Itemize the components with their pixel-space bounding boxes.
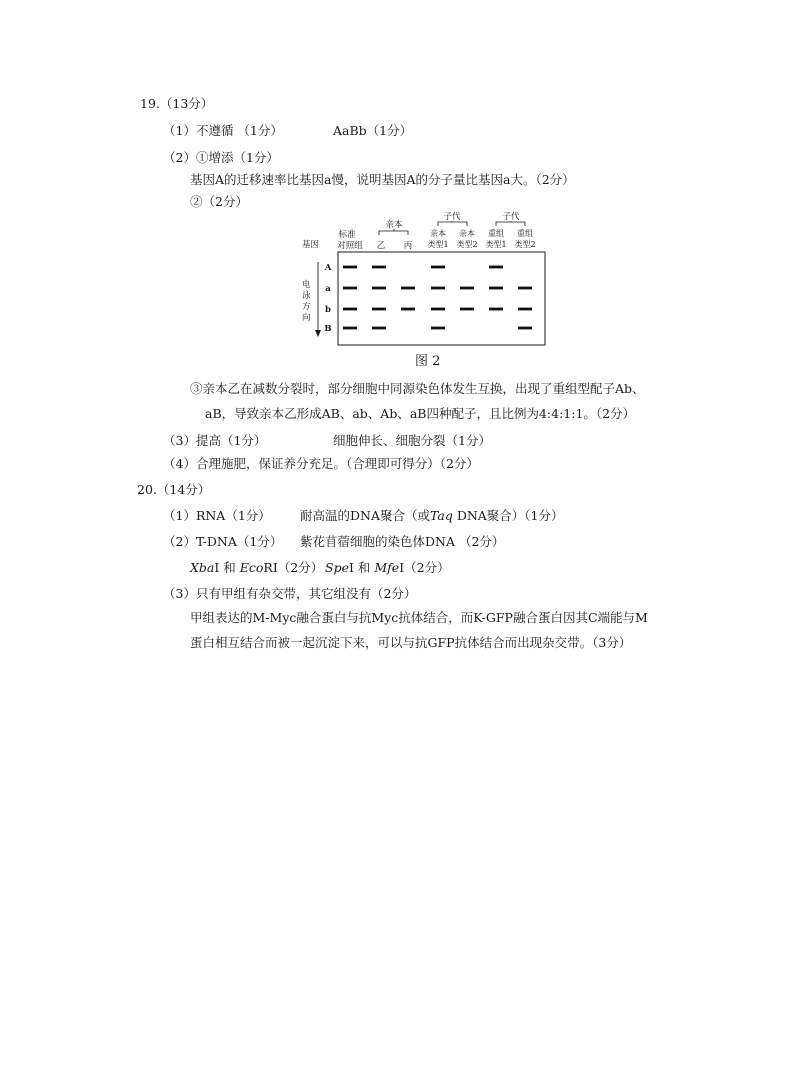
gel-band [489, 308, 503, 311]
gel-band [518, 308, 532, 311]
figure-caption: 图 2 [415, 354, 441, 369]
q19-part3-answer: （3）提高（1分） [163, 433, 267, 448]
q19-part2-sub3-line1: ③亲本乙在减数分裂时，部分细胞中同源染色体发生互换，出现了重组型配子Ab、 [190, 381, 645, 396]
gel-band [343, 308, 357, 311]
q20-part2-answer: （2）T-DNA（1分） [163, 534, 283, 549]
gel-band [431, 266, 445, 269]
offspring-bracket [496, 221, 525, 226]
std-label-top: 标准 [338, 230, 356, 240]
q20-heading: 20.（14分） [137, 482, 211, 497]
enzyme-pair1-and: I 和 [214, 560, 240, 575]
q20-part1-detail-pre: 耐高温的DNA聚合（或 [300, 508, 430, 523]
q20-part1-detail [300, 508, 564, 524]
direction-label-char: 电 [302, 280, 311, 290]
offspring-lane-type: 重组 [488, 229, 504, 238]
parent-lane-label: 乙 [376, 241, 386, 251]
gel-band [372, 287, 386, 290]
gel-band [343, 287, 357, 290]
enzyme-pair1-score: RI（2分） [263, 560, 324, 575]
gel-band [431, 287, 445, 290]
q19-part4-answer: （4）合理施肥，保证养分充足。（合理即可得分）（2分） [163, 456, 479, 471]
std-label-bottom: 对照组 [337, 241, 363, 251]
offspring-lane-number: 类型1 [427, 240, 449, 249]
q19-part2-sub2: ②（2分） [190, 194, 248, 209]
q19-part1-answer: （1）不遵循 （1分） [163, 123, 283, 138]
gel-band [343, 266, 357, 269]
enzyme-eco: Eco [239, 560, 264, 575]
gel-band [401, 287, 415, 290]
gel-band [489, 266, 503, 269]
gel-band [343, 327, 357, 330]
electrophoresis-figure [300, 210, 560, 350]
q20-part3-answer: （3）只有甲组有杂交带，其它组没有（2分） [163, 586, 417, 601]
gene-column-label: 基因 [302, 240, 320, 250]
q20-enzymes-pair2 [325, 560, 450, 576]
gel-band [431, 308, 445, 311]
gel-band [401, 308, 415, 311]
q19-part2-sub3-line2: aB，导致亲本乙形成AB、ab、Ab、aB四种配子，且比例为4:4:1:1。（2分） [205, 406, 636, 421]
q19-part1-genotype: AaBb（1分） [333, 123, 413, 138]
parent-lane-label: 丙 [403, 241, 413, 251]
enzyme-pair2-score: I（2分） [399, 560, 450, 575]
direction-arrow-head [315, 330, 321, 337]
offspring-label: 子代 [443, 212, 461, 222]
offspring-lane-type: 亲本 [430, 229, 446, 238]
gel-band [489, 287, 503, 290]
gene-row-label: a [325, 284, 331, 294]
offspring-lane-type: 重组 [517, 229, 533, 238]
gene-row-label: b [325, 305, 331, 315]
direction-label-char: 泳 [302, 291, 311, 301]
gel-band [460, 308, 474, 311]
offspring-lane-number: 类型2 [456, 240, 478, 249]
parents-label: 亲本 [385, 220, 403, 230]
q20-enzymes-pair1 [190, 560, 323, 576]
q19-part2-explanation: 基因A的迁移速率比基因a慢，说明基因A的分子量比基因a大。（2分） [190, 172, 575, 187]
gel-band [372, 266, 386, 269]
q20-part3-line1: 甲组表达的M-Myc融合蛋白与抗Myc抗体结合，而K-GFP融合蛋白因其C端能与M [190, 610, 648, 625]
gel-band [431, 327, 445, 330]
q20-part3-line2: 蛋白相互结合而被一起沉淀下来，可以与抗GFP抗体结合而出现杂交带。（3分） [190, 635, 632, 650]
enzyme-spe: Spe [325, 560, 349, 575]
enzyme-pair2-and: I 和 [348, 560, 375, 575]
q20-part1-answer: （1）RNA（1分） [163, 508, 271, 523]
gel-band [518, 287, 532, 290]
gel-band [372, 327, 386, 330]
offspring-lane-number: 类型1 [485, 240, 507, 249]
gel-band [372, 308, 386, 311]
offspring-lane-number: 类型2 [514, 240, 536, 249]
gel-band [518, 327, 532, 330]
taq-italic: Taq [430, 508, 453, 523]
gel-band [460, 287, 474, 290]
q19-part2-answer: （2）①增添（1分） [163, 150, 279, 165]
q19-part3-detail: 细胞伸长、细胞分裂（1分） [333, 433, 491, 448]
enzyme-mfe: Mfe [374, 560, 400, 575]
q20-part1-detail-post: DNA聚合）（1分） [456, 508, 564, 523]
gene-row-label: B [324, 324, 332, 334]
offspring-bracket [438, 221, 467, 226]
offspring-lane-type: 亲本 [459, 229, 475, 238]
offspring-label: 子代 [502, 212, 520, 222]
gene-row-label: A [324, 263, 332, 273]
q19-heading: 19.（13分） [140, 96, 214, 111]
direction-label-char: 方 [302, 302, 311, 312]
direction-label-char: 向 [302, 313, 311, 323]
enzyme-xba: Xba [190, 560, 215, 575]
q20-part2-detail: 紫花苜蓿细胞的染色体DNA （2分） [300, 534, 505, 549]
